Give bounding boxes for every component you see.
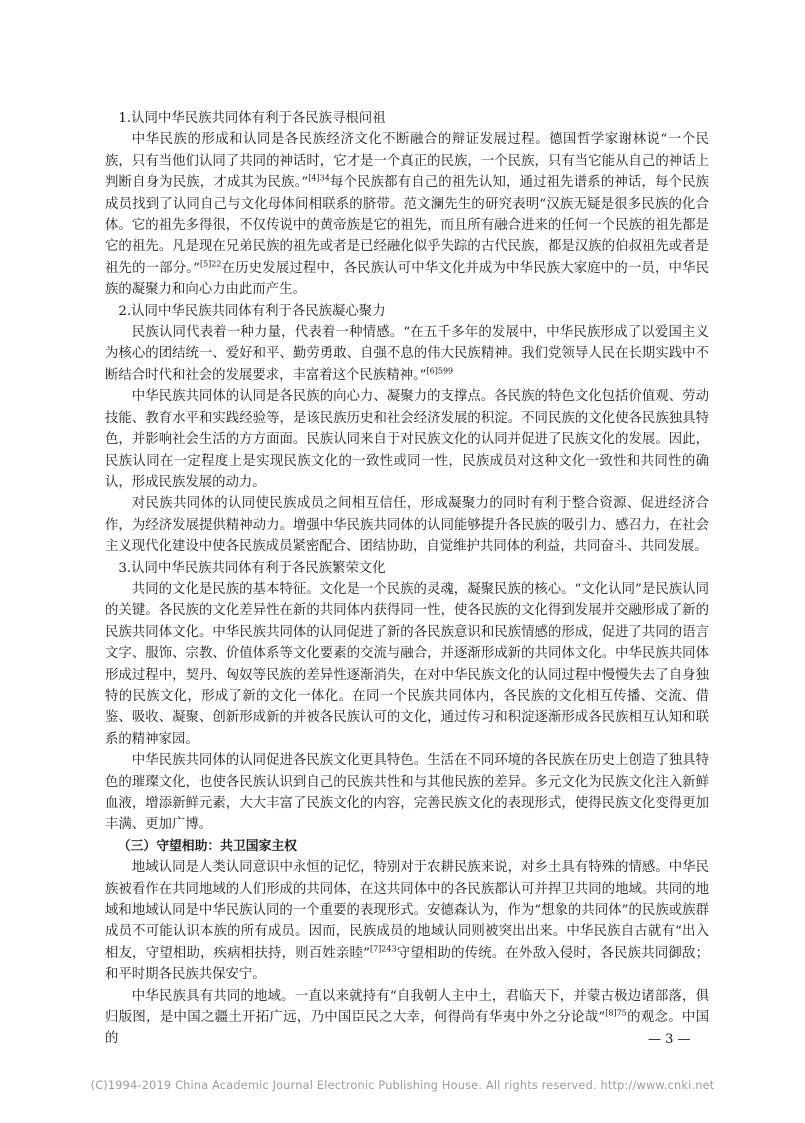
section-heading: （三）守望相助：共卫国家主权 — [117, 838, 297, 854]
page-number: — 3 — — [648, 1032, 691, 1047]
paragraph — [105, 129, 709, 300]
subheading-1: 1.认同中华民族共同体有利于各民族寻根问祖 — [118, 111, 386, 126]
subheading-3: 3.认同中华民族共同体有利于各民族繁荣文化 — [118, 560, 386, 576]
subheading-2: 2.认同中华民族共同体有利于各民族凝心聚力 — [118, 303, 386, 319]
citation: [6]599 — [426, 366, 454, 376]
paragraph: 中华民族共同体的认同促进各民族文化更具特色。生活在不同环境的各民族在历史上创造了独具特色的璀璨文化，也使各民族认识到自己的民族共性和与其他民族的差异。多元文化为民族文化注入新鲜血液，增添新鲜元素，大大丰富了民族文化的内容，完善民族文化的表现形式，使得民族文化变得更加丰满、更加广博。 — [105, 753, 709, 833]
citation: [4]34 — [308, 173, 330, 183]
paragraph-text: 的观念。中国的 — [105, 1010, 709, 1047]
paragraph-text: 每个民族都有自己的祖先认知，通过祖先谱系的神话，每个民族成员找到了认同自己与文化母体间相联系的脐带。范文澜先生的研究表明“汉族无疑是很多民族的化合体。它的祖先多得很，不仅传说中的黄帝族是它的祖先，而且所有融合进来的任何一个民族的祖先都是它的祖先。凡是现在兄弟民族的祖先或者是已经融化似乎失踪的古代民族，都是汉族的伯叔祖先或者是祖先的一部分。” — [105, 175, 710, 276]
paragraph-text: 地域认同是人类认同意识中永恒的记忆，特别对于农耕民族来说，对乡土具有特殊的情感。中华民族被看作在共同地域的人们形成的共同体，在这共同体中的各民族都认可并捍卫共同的地域。共同的地域和地域认同是中华民族认同的一个重要的表现形式。安德森认为，作为“想象的共同体”的民族或族群成员不可能认识本族的所有成员。因而，民族成员的地域认同则被突出出来。中华民族自古就有“出入相友，守望相助，疾病相扶持，则百姓亲睦” — [105, 860, 709, 961]
citation: [8]75 — [605, 1008, 627, 1018]
paragraph-text: 在历史发展过程中，各民族认可中华文化并成为中华民族大家庭中的一员，中华民族的凝聚力和向心力由此而产生。 — [105, 260, 709, 298]
paragraph-text: 中华民族具有共同的地域。一直以来就持有“自我朝人主中土，君临天下，并蒙古极边诸部落，俱归版图，是中国之疆土开拓广远，乃中国臣民之大幸，何得尚有华夷中外之分论哉” — [105, 988, 709, 1026]
copyright-notice: (C)1994-2019 China Academic Journal Electronic Publishing House. All rights reserved. http://www.cnki.net — [90, 1079, 715, 1092]
paragraph-text: 守望相助的传统。在外敌入侵时，各民族共同御敌；和平时期各民族共保安宁。 — [105, 945, 709, 983]
article-body — [105, 108, 709, 1050]
paragraph: 中华民族共同体的认同是各民族的向心力、凝聚力的支撑点。各民族的特色文化包括价值观、劳动技能、教育水平和实践经验等，是该民族历史和社会经济发展的积淀。不同民族的文化使各民族独具特色，并影响社会生活的方方面面。民族认同来自于对民族文化的认同并促进了民族文化的发展。因此，民族认同在一定程度上是实现民族文化的一致性或同一性，民族成员对这种文化一致性和共同性的确认，形成民族发展的动力。 — [105, 389, 709, 490]
paragraph: 共同的文化是民族的基本特征。文化是一个民族的灵魂，凝聚民族的核心。“文化认同”是民族认同的关键。各民族的文化差异性在新的共同体内获得同一性，使各民族的文化得到发展并交融形成了新的民族共同体文化。中华民族共同体的认同促进了新的各民族意识和民族情感的形成，促进了共同的语言文字、服饰、宗教、价值体系等文化要素的交流与融合，并逐渐形成新的共同体文化。中华民族共同体形成过程中，契丹、匈奴等民族的差异性逐渐消失，在对中华民族文化的认同过程中慢慢失去了自身独特的民族文化，形成了新的文化一体化。在同一个民族共同体内，各民族的文化相互传播、交流、借鉴、吸收、凝聚、创新形成新的并被各民族认可的文化，通过传习和积淀逐渐形成各民族相互认知和联系的精神家园。 — [105, 581, 709, 747]
paragraph — [105, 857, 709, 985]
paragraph-text: 中华民族的形成和认同是各民族经济文化不断融合的辩证发展过程。德国哲学家谢林说“一个民族，只有当他们认同了共同的神话时，它才是一个真正的民族，一个民族，只有当它能从自己的神话上判断自身为民族，才成其为民族。” — [105, 132, 709, 191]
paragraph: 对民族共同体的认同使民族成员之间相互信任，形成凝聚力的同时有利于整合资源、促进经济合作，为经济发展提供精神动力。增强中华民族共同体的认同能够提升各民族的吸引力、感召力，在社会主义现代化建设中使各民族成员紧密配合、团结协助，自觉维护共同体的利益，共同奋斗、共同发展。 — [105, 496, 709, 555]
paragraph-text: 民族认同代表着一种力量，代表着一种情感。“在五千多年的发展中，中华民族形成了以爱国主义为核心的团结统一、爱好和平、勤劳勇敢、自强不息的伟大民族精神。我们党领导人民在长期实践中不断结合时代和社会的发展要求，丰富着这个民族精神。” — [105, 325, 709, 383]
citation: [5]22 — [199, 259, 222, 269]
paragraph — [105, 322, 709, 386]
citation: [7]243 — [369, 944, 397, 954]
paragraph — [105, 986, 709, 1050]
